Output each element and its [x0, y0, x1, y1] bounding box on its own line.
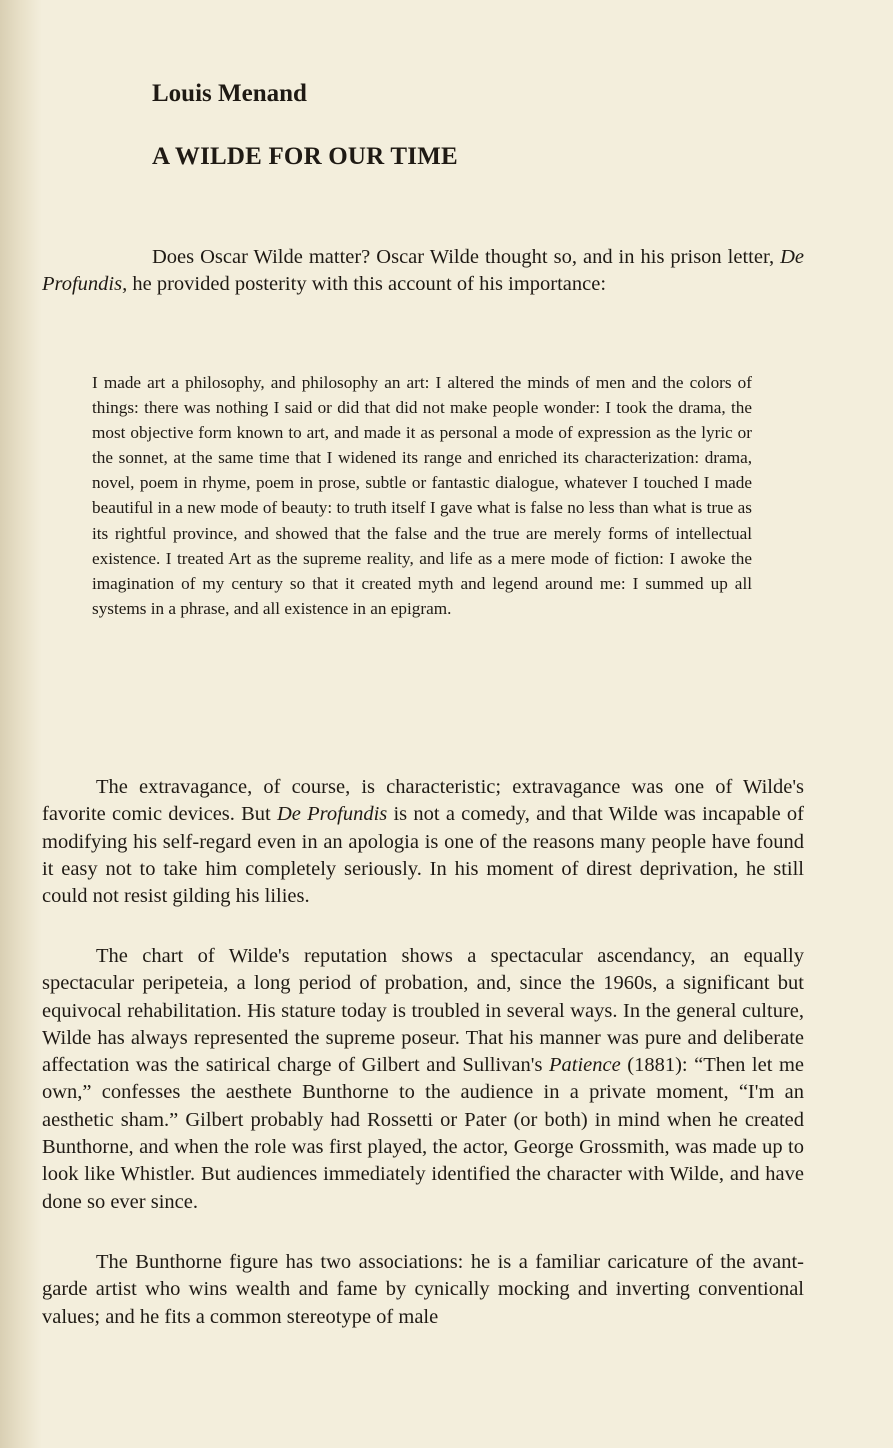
paragraph-intro [42, 244, 804, 299]
paragraph-bunthorne: The Bunthorne figure has two associations: he is a familiar caricature of the avant-garde artist who wins wealth and fame by cynically mocking and inverting conventional values; and he fits a common stereotype of male [42, 1251, 804, 1328]
text-run: (1881): “Then let me own,” confesses the aesthete Bunthorne to the audience in a private moment, “I'm an aesthetic sham.” Gilbert probably had Rossetti or Pater (or both) in mind when he created Bunthorne, and when the role was first played, the actor, George Grossmith, was made up to look like Whistler. But audiences immediately identified the character with Wilde, and have done so ever since. [42, 1054, 805, 1213]
block-quote: I made art a philosophy, and philosophy an art: I altered the minds of men and the colors of things: there was nothing I said or did that did not make people wonder: I took the drama, the most objective form known to art, and made it as personal a mode of expression as the lyric or the sonnet, at the same time that I widened its range and enriched its characterization: drama, novel, poem in rhyme, poem in prose, subtle or fantastic dialogue, whatever I touched I made beautiful in a new mode of beauty: to truth itself I gave what is false no less than what is true as its rightful province, and showed that the false and the true are merely forms of intellectual existence. I treated Art as the supreme reality, and life as a mere mode of fiction: I awoke the imagination of my century so that it created myth and legend around me: I summed up all systems in a phrase, and all existence in an epigram. [92, 373, 752, 618]
text-run: he provided posterity with this account of his importance: [127, 273, 607, 296]
text-run: is not a comedy, and that Wilde was incapable of modifying his self-regard even in an apologia is one of the reasons many people have found it easy not to take him completely seriously. In his moment of direst deprivation, he still could not resist gilding his lilies. [42, 803, 805, 908]
chapter-author: Louis Menand [152, 80, 307, 107]
italic-title: Patience [549, 1054, 621, 1077]
italic-title: De Profundis, [42, 246, 804, 296]
text-run: Does Oscar Wilde matter? Oscar Wilde thought so, and in his prison letter, [152, 246, 781, 268]
paragraph-reputation [42, 943, 804, 1216]
italic-title: De Profundis [277, 803, 388, 826]
chapter-title: A WILDE FOR OUR TIME [152, 143, 458, 170]
text-run: The extravagance, of course, is characteristic; extravagance was one of Wilde's favorite comic devices. But [42, 776, 804, 826]
text-run: The chart of Wilde's reputation shows a spectacular ascendancy, an equally spectacular peripeteia, a long period of probation, and, since the 1960s, a significant but equivocal rehabilitation. His stature today is troubled in several ways. In the general culture, Wilde has always represented the supreme poseur. That his manner was pure and deliberate affectation was the satirical charge of Gilbert and Sullivan's [42, 945, 804, 1077]
paragraph-extravagance [42, 774, 804, 910]
